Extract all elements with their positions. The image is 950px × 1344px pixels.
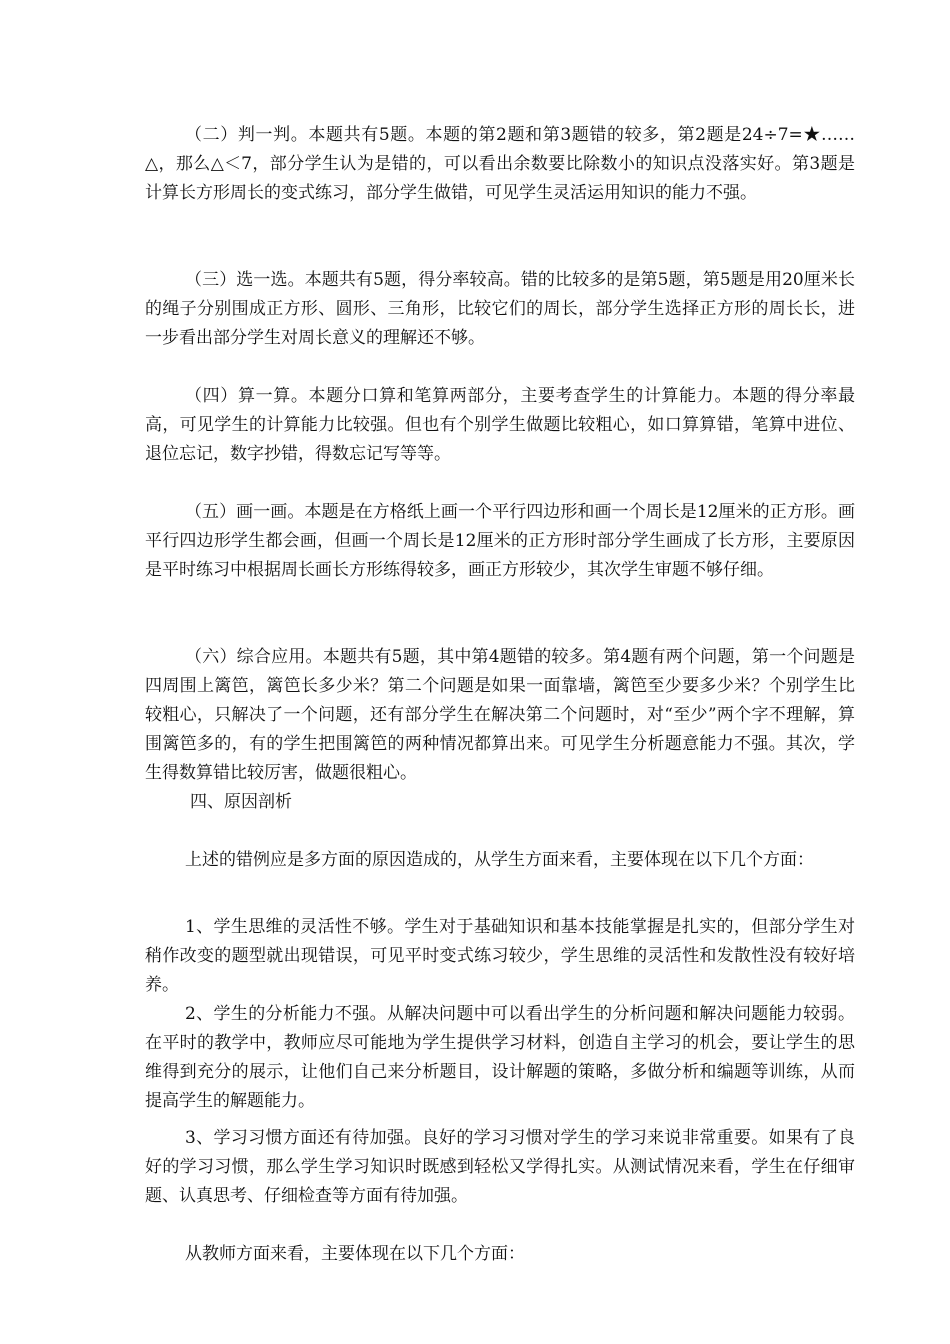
paragraph-intro: 上述的错例应是多方面的原因造成的，从学生方面来看，主要体现在以下几个方面： — [185, 850, 814, 870]
paragraph-judge: （二）判一判。本题共有5题。本题的第2题和第3题错的较多，第2题是24÷7=★……△，那么△＜7，部分学生认为是错的，可以看出余数要比除数小的知识点没落实好。第3题是计算长方形周长的变式练习，部分学生做错，可见学生灵活运用知识的能力不强。 — [145, 125, 855, 203]
paragraph-reason-3: 3、学习习惯方面还有待加强。良好的学习习惯对学生的学习来说非常重要。如果有了良好的学习习惯，那么学生学习知识时既感到轻松又学得扎实。从测试情况来看，学生在仔细审题、认真思考、仔细检查等方面有待加强。 — [145, 1128, 855, 1206]
paragraph-application: （六）综合应用。本题共有5题，其中第4题错的较多。第4题有两个问题，第一个问题是四周围上篱笆，篱笆长多少米？第二个问题是如果一面靠墙，篱笆至少要多少米？个别学生比较粗心，只解决了一个问题，还有部分学生在解决第二个问题时，对“至少”两个字不理解，算围篱笆多的，有的学生把围篱笆的两种情况都算出来。可见学生分析题意能力不强。其次，学生得数算错比较厉害，做题很粗心。 — [145, 647, 855, 783]
paragraph-draw: （五）画一画。本题是在方格纸上画一个平行四边形和画一个周长是12厘米的正方形。画平行四边形学生都会画，但画一个周长是12厘米的正方形时部分学生画成了长方形，主要原因是平时练习中根据周长画长方形练得较多，画正方形较少，其次学生审题不够仔细。 — [145, 502, 855, 580]
section-heading-cause-analysis: 四、原因剖析 — [190, 792, 292, 812]
paragraph-choose: （三）选一选。本题共有5题，得分率较高。错的比较多的是第5题，第5题是用20厘米长的绳子分别围成正方形、圆形、三角形，比较它们的周长，部分学生选择正方形的周长长，进一步看出部分学生对周长意义的理解还不够。 — [145, 270, 855, 348]
paragraph-calculate: （四）算一算。本题分口算和笔算两部分，主要考查学生的计算能力。本题的得分率最高，可见学生的计算能力比较强。但也有个别学生做题比较粗心，如口算算错，笔算中进位、退位忘记，数字抄错，得数忘记写等等。 — [145, 386, 855, 464]
paragraph-reason-2: 2、学生的分析能力不强。从解决问题中可以看出学生的分析问题和解决问题能力较弱。在平时的教学中，教师应尽可能地为学生提供学习材料，创造自主学习的机会，要让学生的思维得到充分的展示，让他们自己来分析题目，设计解题的策略，多做分析和编题等训练，从而提高学生的解题能力。 — [145, 1004, 855, 1111]
paragraph-reason-1: 1、学生思维的灵活性不够。学生对于基础知识和基本技能掌握是扎实的，但部分学生对稍作改变的题型就出现错误，可见平时变式练习较少，学生思维的灵活性和发散性没有较好培养。 — [145, 917, 855, 995]
paragraph-teacher: 从教师方面来看，主要体现在以下几个方面： — [185, 1244, 525, 1264]
